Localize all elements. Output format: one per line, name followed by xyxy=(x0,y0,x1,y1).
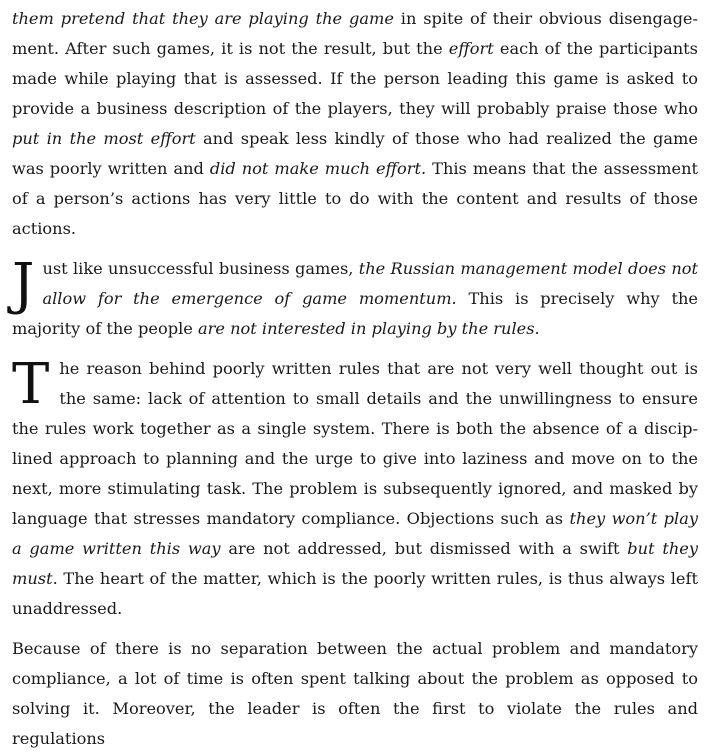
body-text: he reason behind poorly written rules that are not very well thought out is the same: lack of attention to small details and the unwillingness to ensure the rules work together as a single system. There is both the absence of a disciplined approach to planning and the urge to give into laziness and move on to the next, more stimulating task. The problem is subsequently ignored, and masked by language that stresses mandatory compliance. Objections such as xyxy=(12,359,698,528)
body-text: . xyxy=(534,319,540,338)
paragraph-3 xyxy=(12,354,698,624)
drop-cap: T xyxy=(12,352,50,417)
emphasis-text: them pretend that they are playing the game xyxy=(12,9,394,28)
body-text: are not addressed, but dismissed with a swift xyxy=(220,539,628,558)
emphasis-text: did not make much effort. xyxy=(209,159,427,178)
emphasis-text: but they must xyxy=(12,539,699,588)
body-text: This is precisely why the majority of the people xyxy=(12,289,698,338)
emphasis-text: they won’t play a game written this way xyxy=(12,509,698,558)
body-text: and speak less kindly of those who had realized the game was poorly written and xyxy=(12,129,698,178)
body-text: each of the participants made while playing that is assessed. If the person leading this game is asked to provide a business description of the players, they will probably praise those who xyxy=(12,39,698,118)
emphasis-text: the Russian management model does not allow for the emergence of game momentum. xyxy=(42,259,698,308)
drop-cap: J xyxy=(12,252,35,317)
body-text: ust like unsuccessful business games, xyxy=(42,259,359,278)
paragraph-2 xyxy=(12,254,698,344)
emphasis-text: are not interested in playing by the rules xyxy=(197,319,535,338)
emphasis-text: effort xyxy=(448,39,494,58)
body-text: . The heart of the matter, which is the poorly written rules, is thus always left unaddressed. xyxy=(12,569,698,618)
paragraph-4 xyxy=(12,634,698,754)
body-text: This means that the assessment of a person’s actions has very little to do with the content and results of those actions. xyxy=(12,159,698,238)
emphasis-text: put in the most effort xyxy=(12,129,196,148)
body-text: Because of there is no separation between the actual problem and mandatory compliance, a lot of time is often spent talking about the problem as opposed to solving it. Moreover, the leader is often the first to violate the rules and regulations xyxy=(12,639,698,748)
paragraph-1 xyxy=(12,4,698,244)
body-text: in spite of their obvious disengagement. After such games, it is not the result, but the xyxy=(12,9,698,58)
